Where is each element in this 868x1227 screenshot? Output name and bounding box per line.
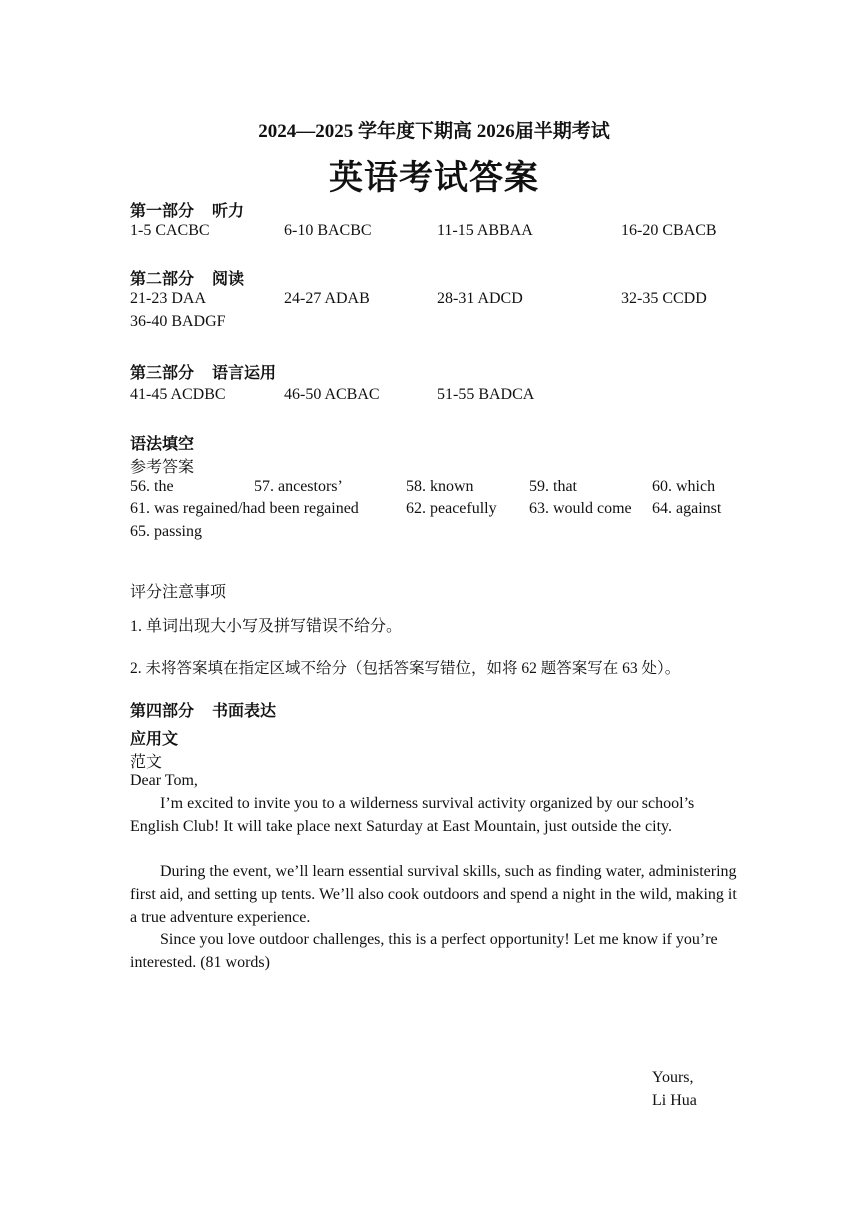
document-title: 英语考试答案 (329, 160, 539, 197)
answer-cell: 51-55 BADCA (437, 386, 535, 403)
part4-label: 第四部分 (130, 703, 195, 720)
answer-cell: 16-20 CBACB (621, 222, 717, 239)
answer-cell: 1-5 CACBC (130, 222, 210, 239)
answer-cell: 21-23 DAA (130, 290, 206, 307)
answer-cell: 11-15 ABBAA (437, 222, 533, 239)
answer-cell: 60. which (652, 478, 716, 495)
answer-cell: 65. passing (130, 523, 202, 540)
part3-heading (130, 360, 276, 383)
part2-heading (130, 266, 244, 289)
letter-greeting: Dear Tom, (130, 772, 198, 789)
writing-type-heading: 应用文 (130, 731, 179, 748)
grading-notes-heading: 评分注意事项 (130, 584, 227, 601)
answer-cell: 36-40 BADGF (130, 313, 226, 330)
part4-name: 书面表达 (212, 703, 277, 720)
answer-cell: 32-35 CCDD (621, 290, 707, 307)
grading-note: 2. 未将答案填在指定区域不给分（包括答案写错位，如将 62 题答案写在 63 处）。 (130, 660, 681, 677)
answer-cell: 46-50 ACBAC (284, 386, 380, 403)
sample-essay-label: 范文 (130, 754, 163, 771)
answer-cell: 58. known (406, 478, 474, 495)
grading-note: 1. 单词出现大小写及拼写错误不给分。 (130, 618, 403, 635)
part1-label: 第一部分 (130, 203, 195, 220)
letter-signature: Li Hua (652, 1092, 697, 1109)
letter-closing: Yours, (652, 1069, 694, 1086)
part2-label: 第二部分 (130, 271, 195, 288)
part2-name: 阅读 (212, 271, 245, 288)
part4-heading (130, 698, 276, 721)
answer-cell: 56. the (130, 478, 174, 495)
letter-paragraph: Since you love outdoor challenges, this is a perfect opportunity! Let me know if you’re interested. (81 words) (130, 931, 718, 971)
letter-paragraph: I’m excited to invite you to a wilderness survival activity organized by our school’s English Club! It will take place next Saturday at East Mountain, just outside the city. (130, 795, 695, 835)
answer-cell: 63. would come (529, 500, 632, 517)
grammar-heading: 语法填空 (130, 436, 195, 453)
answer-cell: 57. ancestors’ (254, 478, 343, 495)
answer-cell: 6-10 BACBC (284, 222, 372, 239)
answer-cell: 24-27 ADAB (284, 290, 370, 307)
answer-cell: 64. against (652, 500, 722, 517)
part3-name: 语言运用 (212, 365, 277, 382)
part1-heading (130, 198, 244, 221)
answer-cell: 61. was regained/had been regained (130, 500, 359, 517)
answer-cell: 59. that (529, 478, 577, 495)
answer-cell: 28-31 ADCD (437, 290, 523, 307)
answer-cell: 62. peacefully (406, 500, 497, 517)
answer-cell: 41-45 ACDBC (130, 386, 226, 403)
part3-label: 第三部分 (130, 365, 195, 382)
part1-name: 听力 (212, 203, 245, 220)
grammar-subheading: 参考答案 (130, 459, 195, 476)
letter-paragraph: During the event, we’ll learn essential survival skills, such as finding water, administering first aid, and setting up tents. We’ll also cook outdoors and spend a night in the wild, making it a true adventure experience. (130, 863, 737, 926)
exam-header: 2024—2025 学年度下期高 2026届半期考试 (258, 121, 610, 142)
